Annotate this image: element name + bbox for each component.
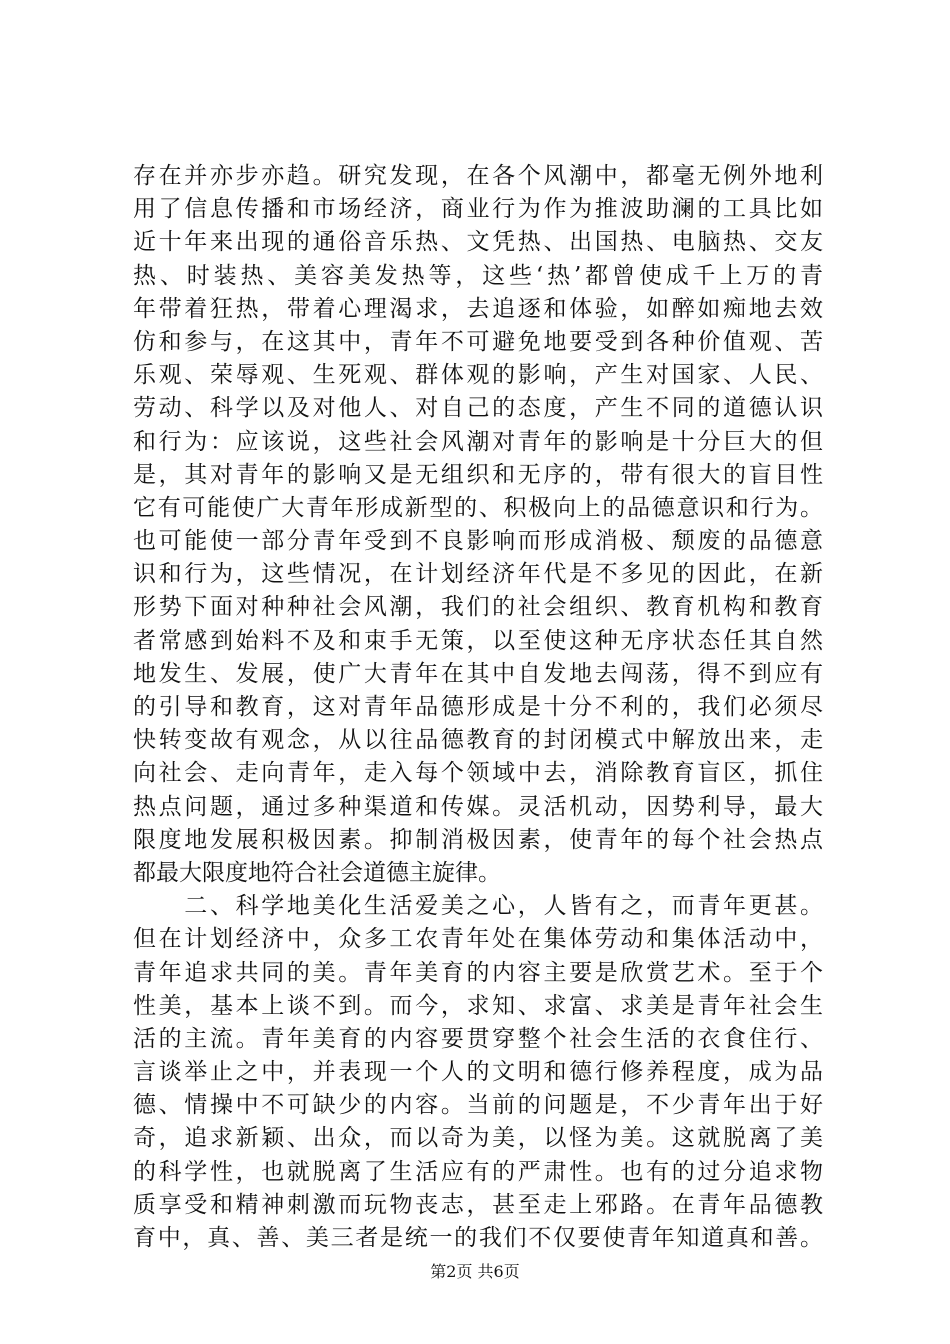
- text-line: 识和行为，这些情况，在计划经济年代是不多见的因此，在新: [133, 561, 823, 588]
- text-line: 活的主流。青年美育的内容要贯穿整个社会生活的衣食住行、: [133, 1025, 823, 1052]
- text-line: 用了信息传播和市场经济，商业行为作为推波助澜的工具比如: [133, 196, 823, 223]
- text-line: 质享受和精神刺激而玩物丧志，甚至走上邪路。在青年品德教: [133, 1191, 823, 1218]
- text-line: 限度地发展积极因素。抑制消极因素，使青年的每个社会热点: [133, 826, 823, 853]
- page-number-footer: 第2页 共6页: [430, 1262, 520, 1281]
- text-line: 向社会、走向青年，走入每个领域中去，消除教育盲区，抓住: [133, 760, 823, 787]
- text-line: 年带着狂热，带着心理渴求，去追逐和体验，如醉如痴地去效: [133, 295, 823, 322]
- text-line: 德、情操中不可缺少的内容。当前的问题是，不少青年出于好: [133, 1092, 823, 1119]
- text-line: 地发生、发展，使广大青年在其中自发地去闯荡，得不到应有: [133, 660, 823, 687]
- text-line: 的引导和教育，这对青年品德形成是十分不利的，我们必须尽: [133, 694, 823, 720]
- text-line: 言谈举止之中，并表现一个人的文明和德行修养程度，成为品: [133, 1059, 823, 1086]
- text-line: 和行为：应该说，这些社会风潮对青年的影响是十分巨大的但: [133, 428, 823, 455]
- text-line: 形势下面对种种社会风潮，我们的社会组织、教育机构和教育: [133, 594, 823, 621]
- text-line: 劳动、科学以及对他人、对自己的态度，产生不同的道德认识: [133, 395, 823, 422]
- text-line: 是，其对青年的影响又是无组织和无序的，带有很大的盲目性: [133, 461, 823, 488]
- text-line: 热、时装热、美容美发热等，这些‘热’都曾使成千上万的青: [133, 262, 823, 289]
- paragraph-end-line: 都最大限度地符合社会道德主旋律。: [133, 859, 501, 886]
- text-line: 奇，追求新颖、出众，而以奇为美，以怪为美。这就脱离了美: [133, 1125, 823, 1152]
- text-line: 的科学性，也就脱离了生活应有的严肃性。也有的过分追求物: [133, 1158, 823, 1185]
- text-line: 仿和参与，在这其中，青年不可避免地要受到各种价值观、苦: [133, 328, 823, 355]
- text-line: 也可能使一部分青年受到不良影响而形成消极、颓废的品德意: [133, 528, 823, 555]
- text-line: 它有可能使广大青年形成新型的、积极向上的品德意识和行为。: [133, 494, 823, 521]
- text-line: 但在计划经济中，众多工农青年处在集体劳动和集体活动中，: [133, 926, 823, 953]
- text-line: 育中，真、善、美三者是统一的我们不仅要使青年知道真和善。: [133, 1225, 823, 1251]
- text-line: 者常感到始料不及和束手无策，以至使这种无序状态任其自然: [133, 627, 823, 654]
- text-line: 存在并亦步亦趋。研究发现，在各个风潮中，都毫无例外地利: [133, 163, 823, 189]
- section-heading-line: 二、科学地美化生活爱美之心，人皆有之，而青年更甚。: [133, 893, 823, 920]
- text-line: 性美，基本上谈不到。而今，求知、求富、求美是青年社会生: [133, 992, 823, 1019]
- body-text: [133, 160, 823, 1255]
- text-line: 乐观、荣辱观、生死观、群体观的影响，产生对国家、人民、: [133, 362, 823, 389]
- text-line: 青年追求共同的美。青年美育的内容主要是欣赏艺术。至于个: [133, 959, 823, 986]
- text-line: 热点问题，通过多种渠道和传媒。灵活机动，因势利导，最大: [133, 793, 823, 820]
- text-line: 快转变故有观念，从以往品德教育的封闭模式中解放出来，走: [133, 727, 823, 754]
- text-line: 近十年来出现的通俗音乐热、文凭热、出国热、电脑热、交友: [133, 229, 823, 256]
